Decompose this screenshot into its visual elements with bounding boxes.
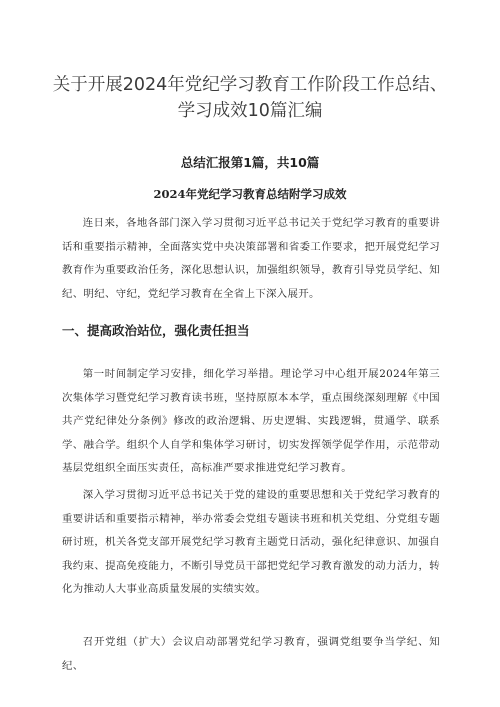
intro-paragraph: 连日来，各地各部门深入学习贯彻习近平总书记关于党纪学习教育的重要讲话和重要指示精神，全面落实党中央决策部署和省委工作要求，把开展党纪学习教育作为重要政治任务，深化思想认识，加强组织领导，教育引导党员学纪、知纪、明纪、守纪，党纪学习教育在全省上下深入展开。 — [62, 217, 440, 300]
body-paragraph-2: 深入学习贯彻习近平总书记关于党的建设的重要思想和关于党纪学习教育的重要讲话和重要指示精神，举办常委会党组专题读书班和机关党组、分党组专题研讨班，机关各党支部开展党纪学习教育主题党日活动，强化纪律意识、加强自我约束、提高免疫能力，不断引导党员干部把党纪学习教育激发的动力活力，转化为推动人大事业高质量发展的实绩实效。 — [62, 489, 440, 595]
section-heading-1: 一、提高政治站位，强化责任担当 — [62, 323, 250, 338]
summary-subtitle: 2024年党纪学习教育总结附学习成效 — [153, 187, 347, 201]
body-paragraph-1: 第一时间制定学习安排，细化学习举措。理论学习中心组开展2024年第三次集体学习暨党纪学习教育读书班，坚持原原本本学，重点围绕深刻理解《中国共产党纪律处分条例》修改的政治逻辑、历史逻辑、实践逻辑，贯通学、联系学、融合学。组织个人自学和集体学习研讨，切实发挥领学促学作用，示范带动基层党组织全面压实责任，高标准严要求推进党纪学习教育。 — [62, 368, 440, 474]
body-paragraph-3: 召开党组（扩大）会议启动部署党纪学习教育，强调党组要争当学纪、知纪、 — [62, 636, 440, 672]
document-title-line-1: 关于开展2024年党纪学习教育工作阶段工作总结、 — [52, 75, 448, 95]
document-title-line-2: 学习成效10篇汇编 — [177, 101, 323, 121]
summary-part-heading: 总结汇报第1篇，共10篇 — [180, 155, 320, 170]
